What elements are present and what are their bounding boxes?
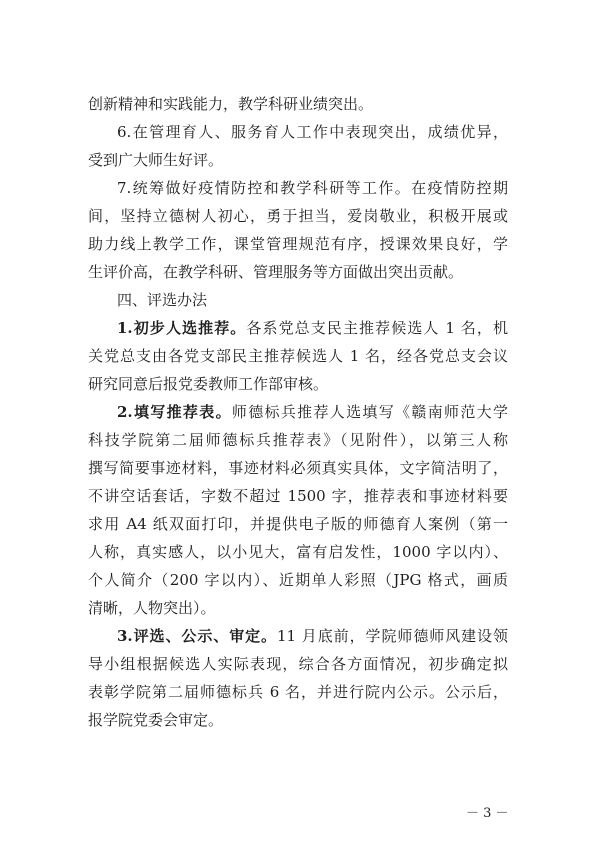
paragraph-line: 6.在管理育人、服务育人工作中表现突出，成绩优异， bbox=[117, 123, 508, 141]
paragraph-line: 间，坚持立德树人初心，勇于担当，爱岗敬业，积极开展或 bbox=[88, 207, 508, 225]
paragraph bbox=[88, 90, 508, 118]
paragraph-line: 研究同意后报党委教师工作部审核。 bbox=[88, 375, 329, 393]
paragraph-line: 关党总支由各党支部民主推荐候选人 1 名，经各党总支会议 bbox=[88, 347, 508, 365]
paragraph-line: 生评价高，在教学科研、管理服务等方面做出突出贡献。 bbox=[88, 263, 464, 281]
paragraph-line: 个人简介（200 字以内）、近期单人彩照（JPG 格式，画质 bbox=[88, 571, 508, 589]
paragraph-line: 7.统筹做好疫情防控和教学科研等工作。在疫情防控期 bbox=[117, 179, 508, 197]
paragraph-line bbox=[88, 398, 508, 426]
paragraph-line bbox=[88, 622, 508, 650]
paragraph-line: 撰写简要事迹材料，事迹材料必须真实具体，文字简洁明了， bbox=[88, 459, 508, 477]
paragraph bbox=[88, 622, 508, 734]
paragraph-line: 人称，真实感人，以小见大，富有启发性，1000 字以内）、 bbox=[88, 543, 508, 561]
paragraph-line: 清晰，人物突出）。 bbox=[88, 599, 216, 617]
page-number: － 3 － bbox=[466, 806, 509, 821]
paragraph bbox=[88, 398, 508, 622]
paragraph-line bbox=[88, 314, 508, 342]
paragraph-line: 报学院党委会审定。 bbox=[88, 711, 224, 729]
paragraph-line: 受到广大师生好评。 bbox=[88, 151, 224, 169]
paragraph bbox=[88, 314, 508, 398]
section-lead: 2.填写推荐表。 bbox=[117, 403, 232, 421]
paragraph-text: 各系党总支民主推荐候选人 1 名，机 bbox=[246, 319, 508, 337]
paragraph-text: 11 月底前，学院师德师风建设领 bbox=[277, 627, 508, 645]
paragraph-line: 助力线上教学工作，课堂管理规范有序，授课效果良好，学 bbox=[88, 235, 508, 253]
section-lead: 1.初步人选推荐。 bbox=[117, 319, 247, 337]
section-heading: 四、评选办法 bbox=[117, 291, 208, 309]
paragraph-text: 师德标兵推荐人选填写《赣南师范大学 bbox=[231, 403, 508, 421]
paragraph bbox=[88, 118, 508, 174]
paragraph bbox=[88, 174, 508, 286]
paragraph-line: 表彰学院第二届师德标兵 6 名，并进行院内公示。公示后， bbox=[88, 683, 508, 701]
section-lead: 3.评选、公示、审定。 bbox=[117, 627, 277, 645]
document-body bbox=[88, 90, 508, 734]
paragraph-line: 创新精神和实践能力，教学科研业绩突出。 bbox=[88, 95, 374, 113]
paragraph-line: 求用 A4 纸双面打印，并提供电子版的师德育人案例（第一 bbox=[88, 515, 508, 533]
paragraph-line: 导小组根据候选人实际表现，综合各方面情况，初步确定拟 bbox=[88, 655, 508, 673]
paragraph-line: 科技学院第二届师德标兵推荐表》（见附件），以第三人称 bbox=[88, 431, 508, 449]
paragraph-line: 不讲空话套话，字数不超过 1500 字，推荐表和事迹材料要 bbox=[88, 487, 508, 505]
